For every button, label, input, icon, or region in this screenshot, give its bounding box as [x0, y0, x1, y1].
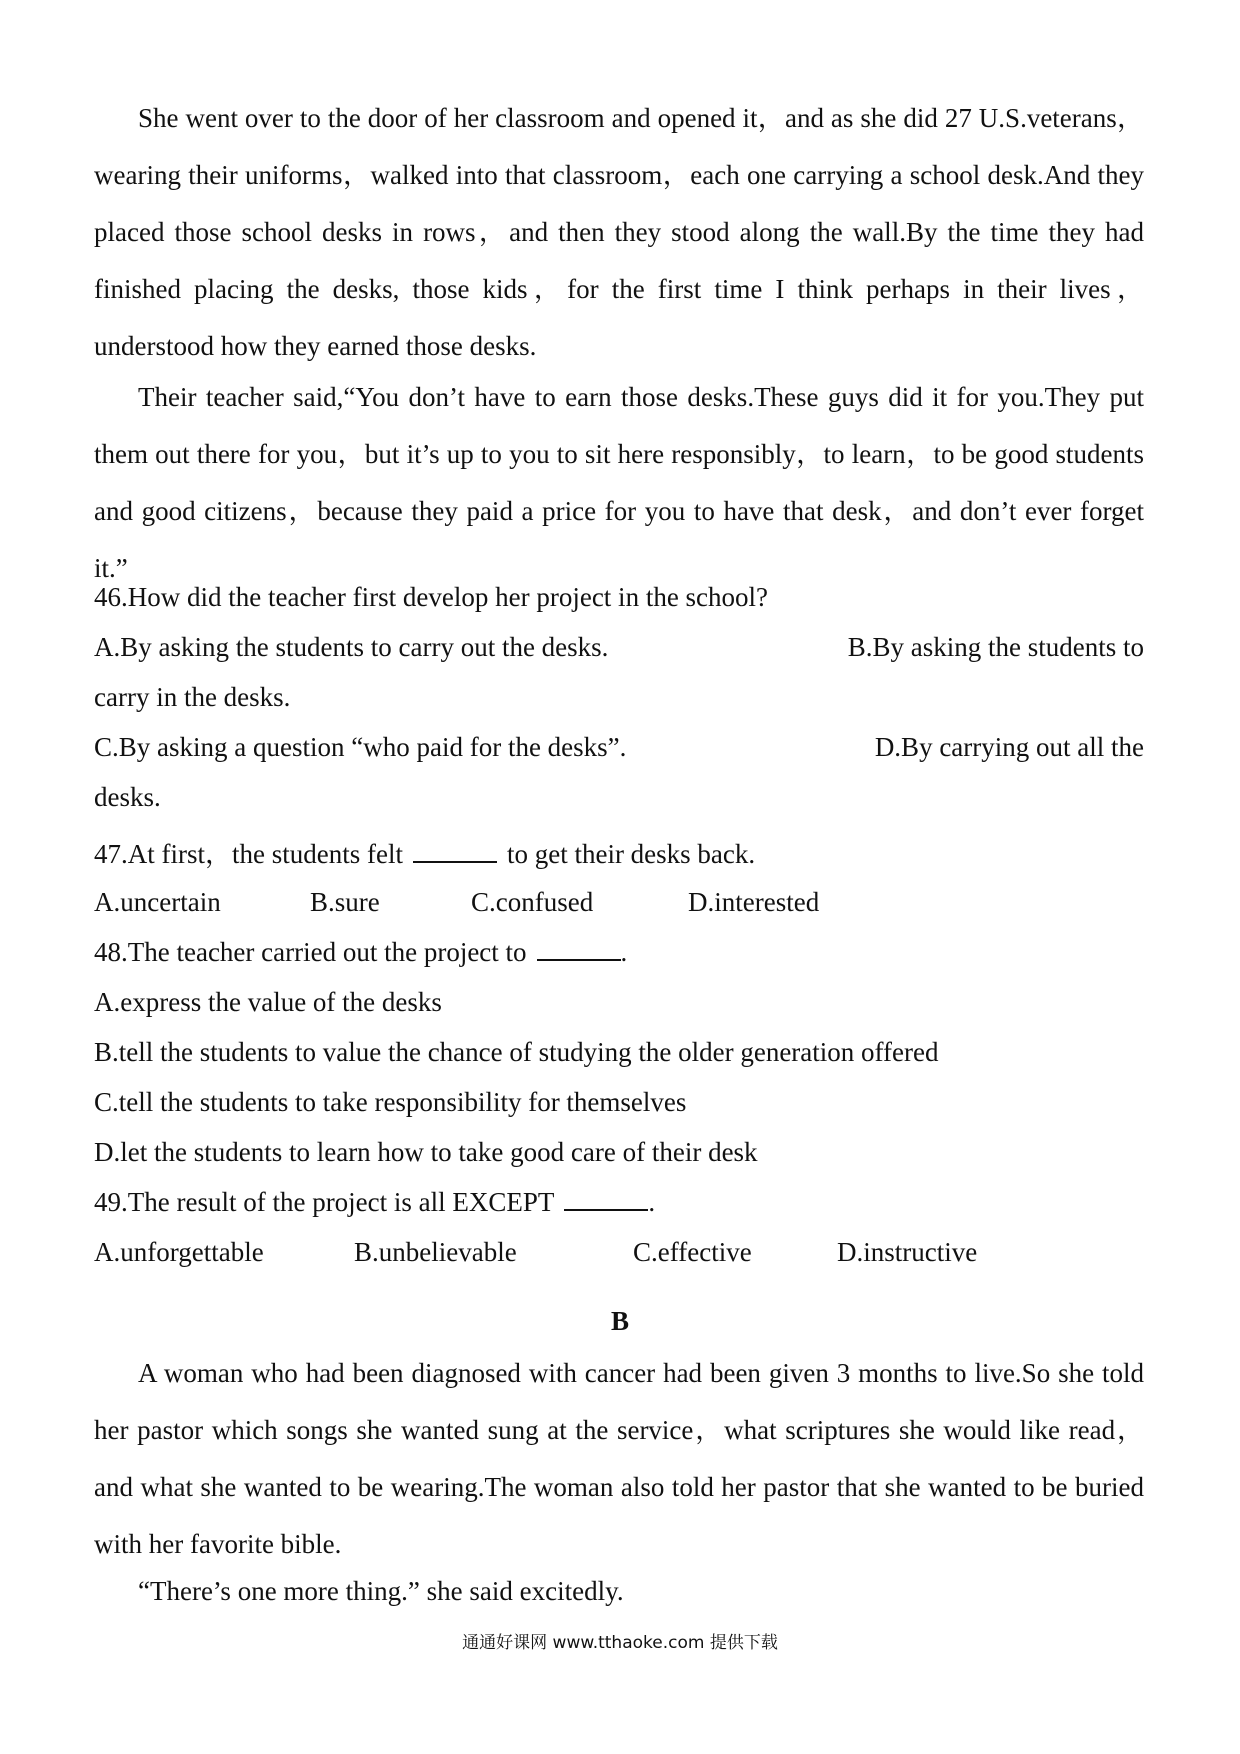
q47-option-a: A.uncertain	[94, 887, 221, 917]
q49-option-a: A.unforgettable	[94, 1237, 264, 1267]
q47-option-b: B.sure	[310, 887, 380, 917]
q47-options	[94, 887, 1144, 918]
q48-option-a: A.express the value of the desks	[94, 987, 442, 1017]
q46-option-c: C.By asking a question “who paid for the desks”.	[94, 732, 627, 762]
q49-options	[94, 1237, 1144, 1268]
passage-a-paragraph-2: Their teacher said,“You don’t have to earn those desks.These guys did it for you.They put them out there for you，but it’s up to you to sit here responsibly，to learn，to be good students and good citizens，because they paid a price for you to have that desk，and don’t ever forget it.”	[94, 382, 1144, 583]
q49-stem	[94, 1187, 1144, 1218]
q46-option-d-continued: desks.	[94, 782, 161, 812]
q47-stem-before: 47.At first，the students felt	[94, 839, 403, 869]
q48-option-d: D.let the students to learn how to take good care of their desk	[94, 1137, 758, 1167]
q46-stem: 46.How did the teacher first develop her project in the school?	[94, 582, 769, 612]
q49-stem-before: 49.The result of the project is all EXCEPT	[94, 1187, 555, 1217]
q47-stem-after: to get their desks back.	[506, 839, 756, 869]
q47-stem	[94, 832, 1144, 871]
q46-options-ab	[94, 632, 1144, 663]
q46-option-b: B.By asking the students to	[847, 632, 1144, 662]
q46-option-d: D.By carrying out all the	[874, 732, 1144, 762]
q49-option-d: D.instructive	[837, 1237, 978, 1267]
q48-option-b: B.tell the students to value the chance of studying the older generation offered	[94, 1037, 939, 1067]
q47-answer-blank	[413, 839, 497, 863]
q46-option-a: A.By asking the students to carry out the desks.	[94, 632, 609, 662]
q49-option-c: C.effective	[633, 1237, 752, 1267]
q48-stem-before: 48.The teacher carried out the project to	[94, 937, 527, 967]
q49-option-b: B.unbelievable	[354, 1237, 517, 1267]
q46-options-cd	[94, 732, 1144, 763]
q48-answer-blank	[537, 937, 621, 961]
q48-stem	[94, 937, 1144, 968]
page-footer: 通通好课网 www.tthaoke.com 提供下载	[462, 1633, 778, 1653]
section-b-paragraph-2: “There’s one more thing.” she said excitedly.	[138, 1576, 624, 1606]
section-b-paragraph-1: A woman who had been diagnosed with cancer had been given 3 months to live.So she told her pastor which songs she wanted sung at the service，what scriptures she would like read，and what she wanted to be wearing.The woman also told her pastor that she wanted to be buried with her favorite bible.	[94, 1358, 1144, 1559]
q49-answer-blank	[564, 1187, 648, 1211]
q48-stem-after: .	[620, 937, 628, 967]
section-b-title: B	[610, 1306, 629, 1336]
passage-a-paragraph-1: She went over to the door of her classroom and opened it，and as she did 27 U.S.veterans，wearing their uniforms，walked into that classroom，each one carrying a school desk.And they placed those school desks in rows，and then they stood along the wall.By the time they had finished placing the desks, those kids，for the first time I think perhaps in their lives，understood how they earned those desks.	[94, 103, 1144, 361]
q49-stem-after: .	[648, 1187, 656, 1217]
q46-option-b-continued: carry in the desks.	[94, 682, 291, 712]
q47-option-d: D.interested	[688, 887, 820, 917]
q47-option-c: C.confused	[471, 887, 594, 917]
q48-option-c: C.tell the students to take responsibility for themselves	[94, 1087, 687, 1117]
